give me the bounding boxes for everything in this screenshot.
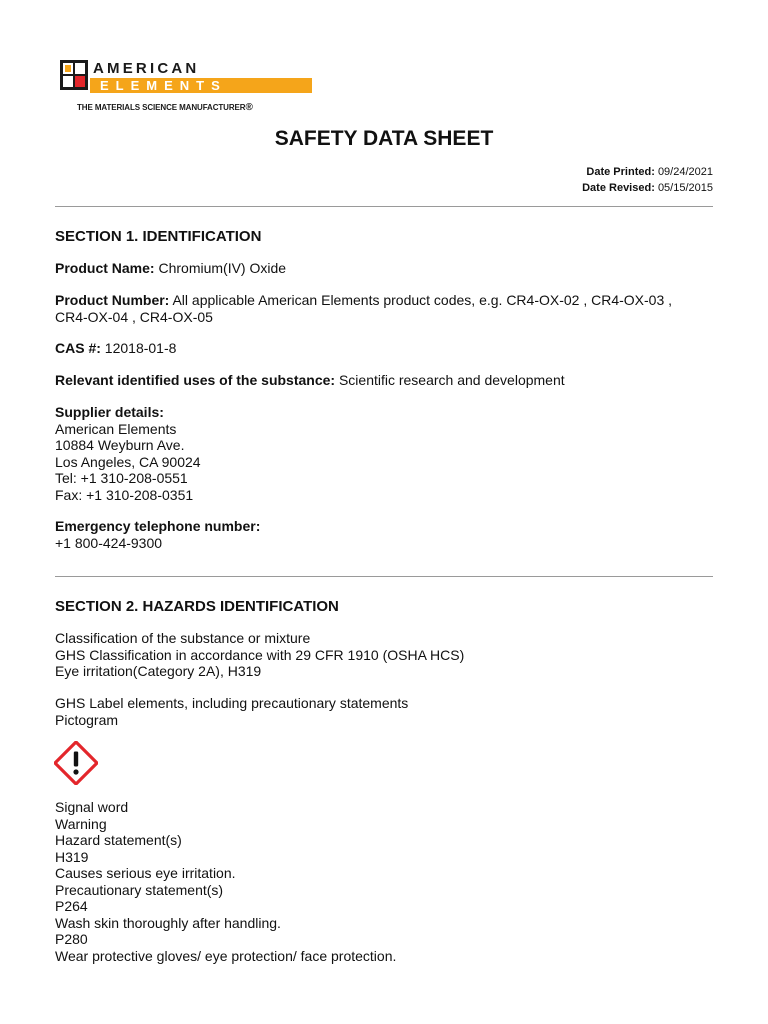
statement-line: P264 [55, 898, 88, 914]
document-dates [582, 164, 713, 196]
supplier-line: American Elements [55, 420, 177, 437]
cas-field [55, 340, 715, 357]
product-number-label: Product Number: [55, 292, 170, 308]
date-printed-label: Date Printed: [586, 166, 655, 178]
product-number-field [55, 292, 700, 325]
american-elements-logo [60, 60, 280, 116]
label-elements-line: Pictogram [55, 711, 119, 728]
statement-line: H319 [55, 848, 89, 865]
exclamation-mark-pictogram-icon [54, 741, 98, 785]
classification-line: GHS Classification in accordance with 29 CFR 1910 (OSHA HCS) [55, 646, 465, 663]
label-elements-block [55, 695, 715, 728]
supplier-line: Tel: +1 310-208-0551 [55, 470, 188, 486]
statement-line: Wear protective gloves/ eye protection/ face protection. [55, 947, 397, 964]
divider-top [55, 206, 713, 207]
statement-line: Precautionary statement(s) [55, 881, 224, 898]
emergency-value: +1 800-424-9300 [55, 534, 163, 551]
statement-line: Hazard statement(s) [55, 832, 182, 848]
registered-mark: ® [245, 102, 253, 113]
date-revised-row [582, 180, 713, 196]
uses-value: Scientific research and development [338, 372, 565, 388]
emergency-field [55, 518, 715, 551]
section1-heading: SECTION 1. IDENTIFICATION [55, 228, 262, 245]
label-elements-line: GHS Label elements, including precautionary statements [55, 695, 409, 711]
classification-line: Eye irritation(Category 2A), H319 [55, 663, 262, 679]
logo-word-american: AMERICAN [93, 60, 200, 77]
logo-word-elements: ELEMENTS [100, 78, 227, 93]
section2-heading: SECTION 2. HAZARDS IDENTIFICATION [55, 598, 339, 615]
statement-line: Wash skin thoroughly after handling. [55, 914, 281, 931]
date-printed-value: 09/24/2021 [657, 166, 713, 178]
supplier-line: Fax: +1 310-208-0351 [55, 486, 194, 503]
product-name-field [55, 260, 715, 277]
logo-tagline-text: THE MATERIALS SCIENCE MANUFACTURER [77, 103, 246, 112]
emergency-label: Emergency telephone number: [55, 518, 261, 534]
statements-block [55, 799, 715, 964]
statement-line: Signal word [55, 799, 129, 815]
document-title: SAFETY DATA SHEET [274, 127, 494, 150]
date-printed-row [582, 164, 713, 180]
cas-label: CAS #: [55, 340, 101, 356]
supplier-line: Los Angeles, CA 90024 [55, 453, 201, 470]
divider-middle [55, 576, 713, 577]
cas-value: 12018-01-8 [104, 340, 177, 356]
logo-grid-icon [60, 60, 88, 90]
statement-line: Causes serious eye irritation. [55, 865, 236, 881]
statement-line: P280 [55, 931, 88, 947]
supplier-field [55, 404, 715, 503]
product-name-value: Chromium(IV) Oxide [158, 260, 287, 276]
date-revised-label: Date Revised: [582, 182, 655, 194]
date-revised-value: 05/15/2015 [657, 182, 713, 194]
supplier-line: 10884 Weyburn Ave. [55, 437, 185, 453]
product-number-value: All applicable American Elements product codes, e.g. CR4-OX-02 , CR4-OX-03 , CR4-OX-04 , CR4-OX-05 [55, 292, 673, 325]
classification-block [55, 630, 715, 680]
supplier-label: Supplier details: [55, 404, 164, 420]
logo-tagline [77, 102, 253, 113]
product-name-label: Product Name: [55, 260, 155, 276]
classification-line: Classification of the substance or mixture [55, 630, 311, 646]
uses-field [55, 372, 715, 389]
uses-label: Relevant identified uses of the substance: [55, 372, 336, 388]
statement-line: Warning [55, 815, 107, 832]
